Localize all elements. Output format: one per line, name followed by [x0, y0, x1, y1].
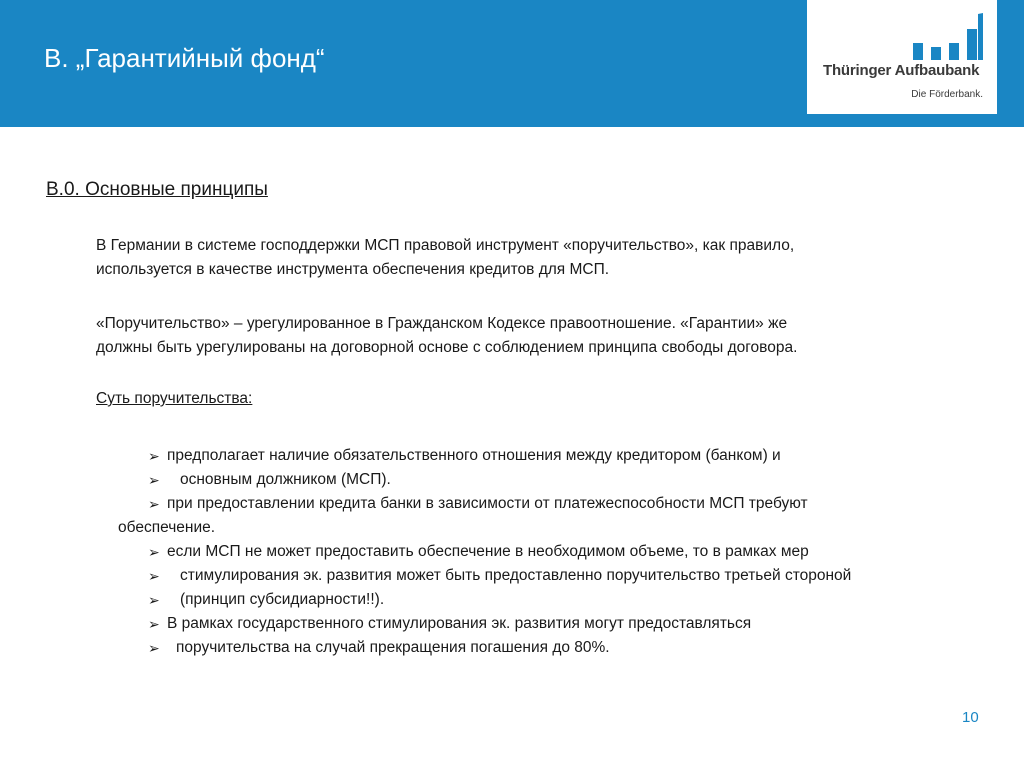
list-item	[0, 516, 1024, 540]
list-item-text: при предоставлении кредита банки в зависимости от платежеспособности МСП требуют	[167, 495, 808, 512]
arrow-bullet-icon: ➢	[148, 448, 160, 464]
arrow-bullet-icon: ➢	[148, 592, 160, 608]
logo	[807, 0, 997, 114]
list-item-text: если МСП не может предоставить обеспечение в необходимом объеме, то в рамках мер	[167, 543, 809, 560]
page-number: 10	[962, 709, 979, 726]
list-item	[0, 492, 1024, 516]
paragraph-line: «Поручительство» – урегулированное в Гражданском Кодексе правоотношение. «Гарантии» же	[96, 315, 788, 332]
section-heading: B.0. Основные принципы	[46, 179, 268, 200]
list-item-text: стимулирования эк. развития может быть предоставленно поручительство третьей стороной	[180, 567, 852, 584]
list-item-text: предполагает наличие обязательственного отношения между кредитором (банком) и	[167, 447, 781, 464]
list-item-text: В рамках государственного стимулирования эк. развития могут предоставляться	[167, 615, 752, 632]
header-bar	[0, 0, 1024, 127]
logo-tagline: Die Förderbank.	[911, 89, 983, 100]
list-item	[0, 444, 1024, 468]
paragraph-line: используется в качестве инструмента обеспечения кредитов для МСП.	[96, 261, 610, 278]
list-item	[0, 564, 1024, 588]
list-item-text: обеспечение.	[118, 519, 216, 536]
subheading: Суть поручительства:	[96, 390, 253, 407]
arrow-bullet-icon: ➢	[148, 544, 160, 560]
list-item	[0, 468, 1024, 492]
arrow-bullet-icon: ➢	[148, 640, 160, 656]
list-item-text: основным должником (МСП).	[180, 471, 391, 488]
list-item	[0, 636, 1024, 660]
list-item	[0, 540, 1024, 564]
bullet-list	[0, 444, 1024, 660]
arrow-bullet-icon: ➢	[148, 496, 160, 512]
list-item-text: (принцип субсидиарности!!).	[180, 591, 385, 608]
list-item	[0, 612, 1024, 636]
paragraph-intro	[96, 234, 956, 282]
arrow-bullet-icon: ➢	[148, 472, 160, 488]
arrow-bullet-icon: ➢	[148, 568, 160, 584]
slide-title: B. „Гарантийный фонд“	[44, 43, 325, 73]
paragraph-line: В Германии в системе господдержки МСП правовой инструмент «поручительство», как правило,	[96, 237, 795, 254]
paragraph-line: должны быть урегулированы на договорной основе с соблюдением принципа свободы договора.	[96, 339, 798, 356]
arrow-bullet-icon: ➢	[148, 616, 160, 632]
list-item-text: поручительства на случай прекращения погашения до 80%.	[176, 639, 610, 656]
logo-name: Thüringer Aufbaubank	[823, 62, 980, 79]
paragraph-definition	[96, 312, 956, 360]
list-item	[0, 588, 1024, 612]
